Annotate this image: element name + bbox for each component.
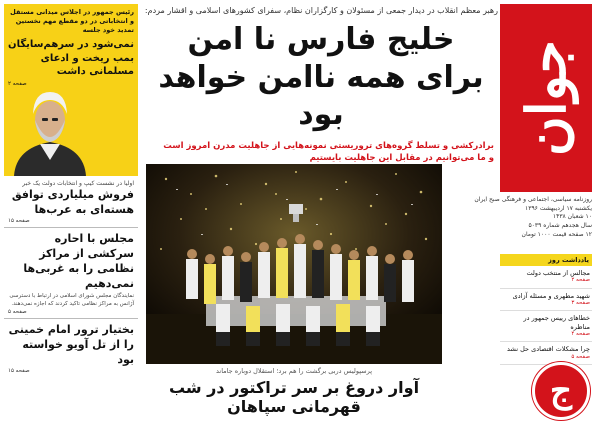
center-column	[140, 4, 502, 430]
photo-caption: پرسپولیس دربی برگشت را هم برد؛ استقلال دوباره جاماند	[215, 367, 373, 375]
photo-headline[interactable]: آوار دروغ بر سر تراکتور در شب قهرمانی سپاهان	[168, 378, 420, 416]
story-kicker: اولیا در نشست کیپ و انتخابات دولت یک خبر	[22, 180, 134, 187]
story-headline: فروش میلیاردی توافق هسته‌ای به عرب‌ها	[11, 188, 134, 217]
story-nuclear-deal[interactable]	[4, 176, 138, 228]
subhead	[140, 134, 502, 166]
story-page: صفحه ۱۵	[8, 218, 30, 225]
yjc-logo-icon	[532, 362, 590, 420]
yellow-box-page: صفحه ۲	[8, 80, 27, 87]
subhead-line1: برادرکشی و تسلط گروه‌های تروریستی نمونه‌هایی از جاهلیت مدرن امروز است	[163, 140, 494, 151]
story-page: صفحه ۵	[8, 309, 27, 316]
headline-kicker: رهبر معظم انقلاب در دیدار جمعی از مسئولان و کارگزاران نظام، سفرای کشورهای اسلامی و اقشار مردم:	[144, 6, 498, 15]
right-list	[500, 254, 592, 365]
portrait-image	[10, 84, 90, 176]
corner-logo-letter: ج	[550, 371, 572, 411]
photo-graphic	[146, 164, 442, 364]
story-parliament[interactable]	[4, 228, 138, 319]
story-headline: بختیار ترور امام خمینی را از تل آویو خواسته بود	[8, 323, 134, 367]
list-item[interactable]	[500, 266, 592, 289]
issue-line: یکشنبه ۱۷ اردیبهشت ۱۳۹۶	[525, 204, 592, 212]
list-item[interactable]	[500, 289, 592, 312]
issue-info	[474, 196, 592, 239]
issue-line: ۱۰ شعبان ۱۴۳۸	[552, 213, 592, 221]
story-headline: مجلس با احاره سرکشی از مراکز نظامی را به غربی‌ها نمی‌دهیم	[23, 232, 134, 290]
list-item-page: صفحه ۲	[571, 277, 590, 284]
masthead	[500, 4, 592, 192]
yellow-box-headline: نمی‌شود در سرهم‌سایگان بمب ریخت و ادعای مسلمانی داشت	[8, 39, 134, 78]
corner-logo	[520, 352, 600, 430]
list-item-page: صفحه ۴	[571, 331, 590, 338]
left-column	[4, 4, 138, 377]
masthead-logo: جوان	[514, 40, 578, 156]
yellow-box-kicker: رئیس جمهور در اجلاس میدانی مستقل و انتخاباتی در دو مقطع مهم نخستین تمدید خود جلسه	[10, 8, 134, 35]
main-headline-line2[interactable]: برای همه ناامن خواهد بود	[158, 59, 484, 132]
subhead-line2: و ما می‌توانیم در مقابل این جاهلیت بایستیم	[309, 153, 494, 164]
list-item-text: مجالس از منتخب دولت	[526, 269, 590, 277]
list-item-text: شهید مطهری و مسئله آزادی	[512, 291, 590, 300]
story-body: نمایندگان مجلس شورای اسلامی در ارتباط با دسترسی آژانس به مراکز نظامی تاکید کردند که اجازه نمی‌دهند.	[9, 293, 134, 308]
list-item-page: صفحه ۵	[571, 353, 590, 360]
list-item-text: خطاهای رییس جمهور در مناظره	[523, 314, 590, 331]
story-page: صفحه ۱۵	[8, 367, 30, 374]
celebration-photo[interactable]	[146, 164, 442, 364]
list-item-page: صفحه ۳	[571, 300, 590, 307]
issue-line: سال هجدهم شماره ۵۰۳۹	[528, 222, 592, 230]
main-headline-line1[interactable]: خلیج فارس نا امن	[187, 22, 455, 57]
issue-line: ۱۲ صفحه قیمت ۱۰۰۰ تومان	[521, 230, 592, 238]
rouhani-story-box[interactable]	[4, 4, 138, 176]
issue-line: روزنامه سیاسی، اجتماعی و فرهنگی صبح ایران	[474, 196, 592, 203]
story-bakhtiar[interactable]	[4, 319, 138, 377]
list-item-text: چرا مشکلات اقتصادی حل نشد	[507, 345, 590, 354]
right-list-head: یادداشت روز	[500, 254, 592, 266]
list-item[interactable]	[500, 311, 592, 342]
